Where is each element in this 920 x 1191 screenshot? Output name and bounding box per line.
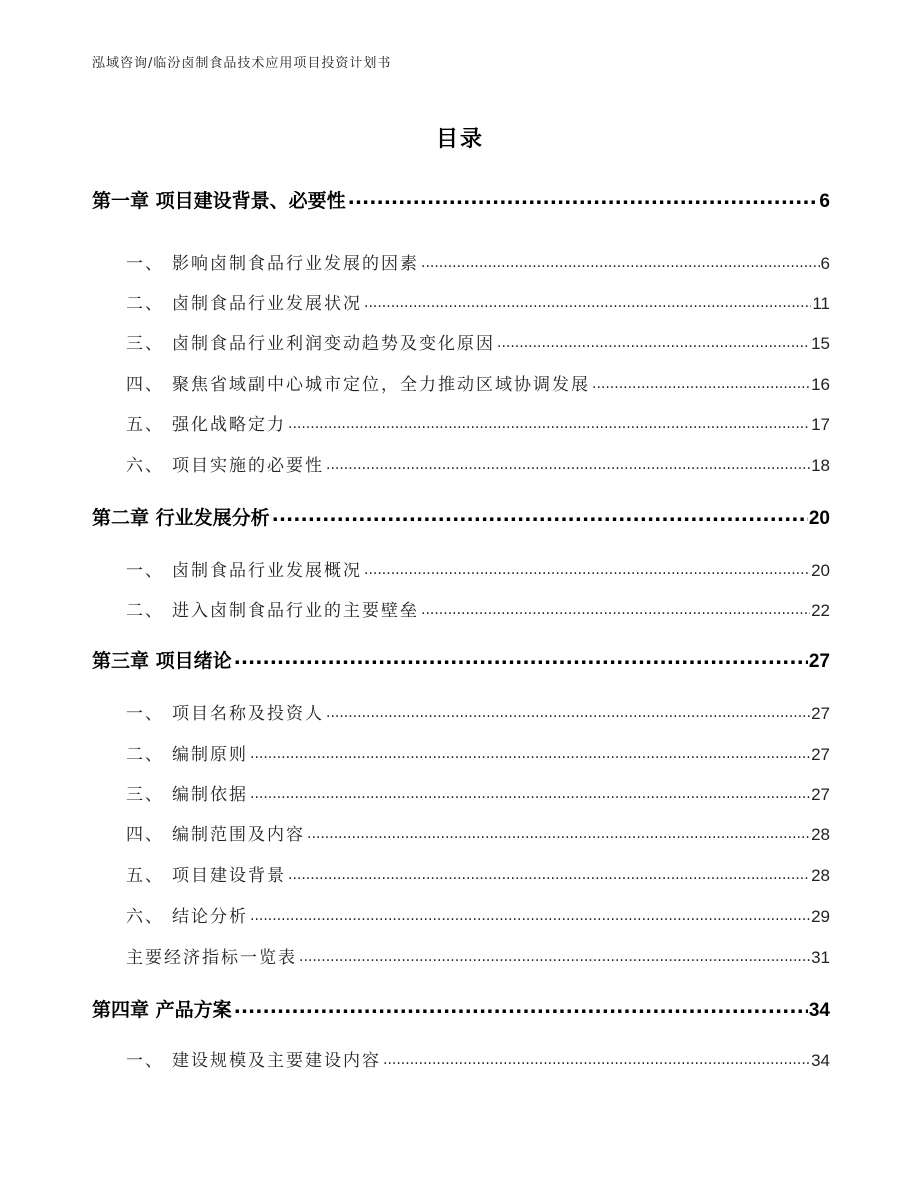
toc-entry-number: 五、 — [126, 415, 164, 435]
toc-entry-number: 一、 — [126, 1051, 164, 1071]
toc-entry-label — [92, 186, 348, 213]
toc-page-number: 6 — [819, 191, 830, 212]
dot-leader — [348, 188, 819, 207]
toc-entry-label — [126, 699, 326, 724]
toc-section-entry[interactable] — [126, 249, 830, 274]
dot-leader — [250, 743, 810, 760]
dot-leader — [364, 559, 810, 576]
toc-page-number: 28 — [811, 866, 830, 885]
toc-entry-label — [92, 646, 234, 673]
toc-entry-label — [126, 820, 307, 845]
toc-section-entry[interactable] — [126, 451, 830, 476]
toc-entry-text: 编制原则 — [172, 745, 248, 765]
toc-entry-label — [126, 451, 326, 476]
toc-entry-label — [126, 861, 288, 886]
toc-entry-label — [126, 596, 421, 621]
toc-section-entry[interactable] — [126, 861, 830, 886]
running-header: 泓域咨询/临汾卤制食品技术应用项目投资计划书 — [92, 56, 392, 71]
toc-entry-number: 二、 — [126, 294, 164, 314]
toc-page-number: 28 — [811, 825, 830, 844]
toc-section-entry[interactable] — [126, 329, 830, 354]
toc-entry-number: 一、 — [126, 704, 164, 724]
toc-entry-text: 主要经济指标一览表 — [126, 948, 297, 968]
toc-page-number: 6 — [820, 254, 830, 273]
toc-section-entry[interactable] — [126, 820, 830, 845]
dot-leader — [326, 702, 810, 719]
toc-page-number: 11 — [812, 294, 830, 313]
toc-section-entry[interactable] — [126, 699, 830, 724]
toc-entry-text: 聚焦省域副中心城市定位，全力推动区域协调发展 — [172, 375, 590, 395]
toc-page-number: 16 — [811, 375, 830, 394]
toc-entry-label — [126, 329, 497, 354]
dot-leader — [288, 413, 810, 430]
toc-entry-text: 建设规模及主要建设内容 — [172, 1051, 381, 1071]
dot-leader — [497, 332, 810, 349]
toc-chapter-entry[interactable] — [92, 186, 830, 213]
dot-leader — [364, 292, 811, 309]
toc-section-entry[interactable] — [126, 902, 830, 927]
toc-section-entry[interactable] — [126, 289, 830, 314]
toc-entry-text: 卤制食品行业利润变动趋势及变化原因 — [172, 334, 495, 354]
toc-entry-text: 第一章 项目建设背景、必要性 — [92, 190, 346, 212]
dot-leader — [383, 1049, 810, 1066]
toc-entry-label — [126, 556, 364, 581]
toc-page-number: 27 — [811, 704, 830, 723]
toc-entry-number: 二、 — [126, 601, 164, 621]
toc-entry-label — [92, 503, 272, 530]
toc-page-number: 17 — [811, 415, 830, 434]
toc-page-number: 29 — [811, 907, 830, 926]
toc-section-entry[interactable] — [126, 780, 830, 805]
toc-page-number: 22 — [811, 601, 830, 620]
toc-page-number: 18 — [811, 456, 830, 475]
toc-entry-label — [126, 249, 421, 274]
toc-chapter-entry[interactable] — [92, 503, 830, 530]
toc-entry-label — [92, 995, 234, 1022]
toc-page-number: 34 — [808, 1000, 830, 1021]
dot-leader — [272, 505, 808, 524]
toc-entry-text: 编制范围及内容 — [172, 825, 305, 845]
toc-chapter-entry[interactable] — [92, 995, 830, 1022]
dot-leader — [234, 648, 808, 667]
toc-page-number: 27 — [811, 785, 830, 804]
toc-entry-number: 六、 — [126, 907, 164, 927]
toc-entry-text: 项目建设背景 — [172, 866, 286, 886]
toc-page-number: 20 — [808, 508, 830, 529]
toc-entry-text: 编制依据 — [172, 785, 248, 805]
dot-leader — [250, 783, 810, 800]
dot-leader — [299, 946, 810, 963]
toc-entry-label — [126, 902, 250, 927]
toc-section-entry[interactable] — [126, 370, 830, 395]
toc-section-entry[interactable] — [126, 740, 830, 765]
toc-entry-number: 一、 — [126, 254, 164, 274]
toc-entry-number: 三、 — [126, 334, 164, 354]
toc-entry-number: 四、 — [126, 825, 164, 845]
dot-leader — [326, 454, 810, 471]
toc-entry-text: 影响卤制食品行业发展的因素 — [172, 254, 419, 274]
dot-leader — [421, 599, 810, 616]
toc-section-entry[interactable] — [126, 943, 830, 968]
toc-page-number: 27 — [808, 651, 830, 672]
toc-entry-label — [126, 740, 250, 765]
dot-leader — [307, 823, 810, 840]
toc-entry-text: 项目名称及投资人 — [172, 704, 324, 724]
toc-page-number: 15 — [811, 334, 830, 353]
toc-entry-text: 项目实施的必要性 — [172, 456, 324, 476]
toc-entry-label — [126, 943, 299, 968]
toc-entry-number: 一、 — [126, 561, 164, 581]
toc-entry-text: 卤制食品行业发展状况 — [172, 294, 362, 314]
toc-page-number: 31 — [811, 948, 830, 967]
dot-leader — [288, 864, 810, 881]
toc-entry-number: 二、 — [126, 745, 164, 765]
dot-leader — [234, 997, 808, 1016]
toc-entry-label — [126, 370, 592, 395]
toc-entry-label — [126, 780, 250, 805]
toc-section-entry[interactable] — [126, 410, 830, 435]
toc-title: 目录 — [435, 127, 484, 152]
toc-entry-label — [126, 410, 288, 435]
toc-page-number: 20 — [811, 561, 830, 580]
toc-entry-number: 三、 — [126, 785, 164, 805]
toc-entry-text: 卤制食品行业发展概况 — [172, 561, 362, 581]
toc-page-number: 27 — [811, 745, 830, 764]
toc-entry-number: 四、 — [126, 375, 164, 395]
toc-section-entry[interactable] — [126, 1046, 830, 1071]
toc-section-entry[interactable] — [126, 556, 830, 581]
toc-entry-number: 六、 — [126, 456, 164, 476]
toc-entry-text: 进入卤制食品行业的主要壁垒 — [172, 601, 419, 621]
toc-entry-text: 第四章 产品方案 — [92, 999, 232, 1021]
dot-leader — [592, 373, 810, 390]
toc-entry-text: 强化战略定力 — [172, 415, 286, 435]
dot-leader — [421, 252, 820, 269]
toc-chapter-entry[interactable] — [92, 646, 830, 673]
toc-page-number: 34 — [811, 1051, 830, 1070]
dot-leader — [250, 905, 810, 922]
toc-entry-label — [126, 1046, 383, 1071]
toc-entry-text: 第三章 项目绪论 — [92, 650, 232, 672]
toc-entry-number: 五、 — [126, 866, 164, 886]
toc-entry-label — [126, 289, 364, 314]
toc-entry-text: 第二章 行业发展分析 — [92, 507, 270, 529]
toc-section-entry[interactable] — [126, 596, 830, 621]
toc-entry-text: 结论分析 — [172, 907, 248, 927]
